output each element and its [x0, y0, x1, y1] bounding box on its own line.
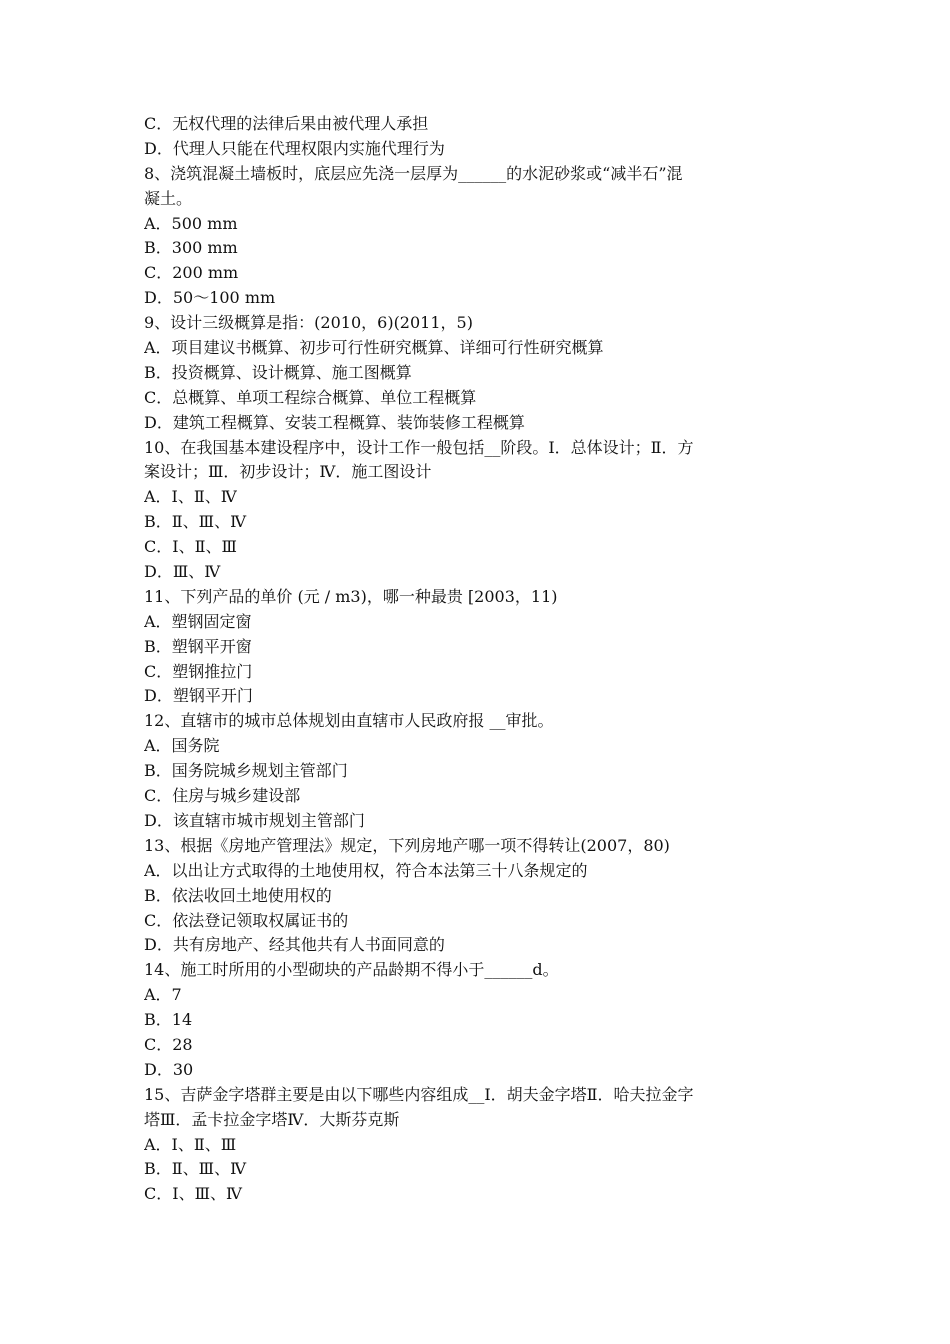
option-b-q8: B．300 mm [144, 238, 238, 258]
option-d-q10: D．Ⅲ、Ⅳ [144, 562, 221, 582]
question-10-cont: 案设计；Ⅲ．初步设计；Ⅳ．施工图设计 [144, 462, 432, 482]
option-c-q11: C．塑钢推拉门 [144, 661, 253, 681]
option-d-q8: D．50～100 mm [144, 288, 276, 308]
question-14: 14、施工时所用的小型砌块的产品龄期不得小于______d。 [144, 960, 559, 980]
option-b-q14: B．14 [144, 1010, 193, 1030]
option-c-q7: C．无权代理的法律后果由被代理人承担 [144, 114, 429, 133]
option-d-q11: D．塑钢平开门 [144, 686, 253, 706]
option-d-q9: D．建筑工程概算、安装工程概算、装饰装修工程概算 [144, 412, 525, 432]
option-c-q12: C．住房与城乡建设部 [144, 786, 301, 806]
question-15: 15、吉萨金字塔群主要是由以下哪些内容组成__Ⅰ．胡夫金字塔Ⅱ．哈夫拉金字 [144, 1084, 694, 1104]
option-a-q10: A．Ⅰ、Ⅱ、Ⅳ [144, 487, 237, 507]
option-d-q14: D．30 [144, 1059, 194, 1079]
question-8-cont: 凝土。 [144, 188, 193, 208]
option-d-q13: D．共有房地产、经其他共有人书面同意的 [144, 935, 445, 955]
option-a-q9: A．项目建议书概算、初步可行性研究概算、详细可行性研究概算 [144, 338, 604, 358]
option-c-q14: C．28 [144, 1034, 193, 1054]
option-a-q11: A．塑钢固定窗 [144, 611, 252, 631]
option-d-q7: D．代理人只能在代理权限内实施代理行为 [144, 138, 445, 158]
option-b-q12: B．国务院城乡规划主管部门 [144, 761, 348, 781]
option-b-q9: B．投资概算、设计概算、施工图概算 [144, 362, 412, 382]
option-a-q8: A．500 mm [144, 213, 238, 233]
option-a-q12: A．国务院 [144, 736, 220, 756]
option-c-q15: C．Ⅰ、Ⅲ、Ⅳ [144, 1184, 242, 1204]
option-a-q15: A．Ⅰ、Ⅱ、Ⅲ [144, 1134, 237, 1154]
option-c-q8: C．200 mm [144, 263, 239, 283]
question-8: 8、浇筑混凝土墙板时，底层应先浇一层厚为______的水泥砂浆或“减半石”混 [144, 163, 683, 183]
question-10: 10、在我国基本建设程序中，设计工作一般包括__阶段。Ⅰ．总体设计；Ⅱ．方 [144, 437, 694, 457]
question-11: 11、下列产品的单价 (元 / m3)，哪一种最贵 [2003，11) [144, 586, 558, 606]
question-15-cont: 塔Ⅲ．孟卡拉金字塔Ⅳ．大斯芬克斯 [144, 1109, 400, 1129]
question-12: 12、直辖市的城市总体规划由直辖市人民政府报 __审批。 [144, 711, 554, 731]
question-9: 9、设计三级概算是指：(2010，6)(2011，5) [144, 313, 473, 333]
option-c-q13: C．依法登记领取权属证书的 [144, 910, 349, 930]
option-c-q9: C．总概算、单项工程综合概算、单位工程概算 [144, 387, 477, 407]
option-c-q10: C．Ⅰ、Ⅱ、Ⅲ [144, 537, 237, 557]
question-13: 13、根据《房地产管理法》规定，下列房地产哪一项不得转让(2007，80) [144, 835, 670, 855]
option-a-q14: A．7 [144, 985, 182, 1005]
option-b-q10: B．Ⅱ、Ⅲ、Ⅳ [144, 512, 247, 532]
option-d-q12: D．该直辖市城市规划主管部门 [144, 810, 365, 830]
option-b-q15: B．Ⅱ、Ⅲ、Ⅳ [144, 1159, 247, 1179]
option-a-q13: A．以出让方式取得的土地使用权，符合本法第三十八条规定的 [144, 860, 588, 880]
option-b-q13: B．依法收回土地使用权的 [144, 885, 332, 905]
document-page [144, 112, 810, 1207]
option-b-q11: B．塑钢平开窗 [144, 636, 252, 656]
